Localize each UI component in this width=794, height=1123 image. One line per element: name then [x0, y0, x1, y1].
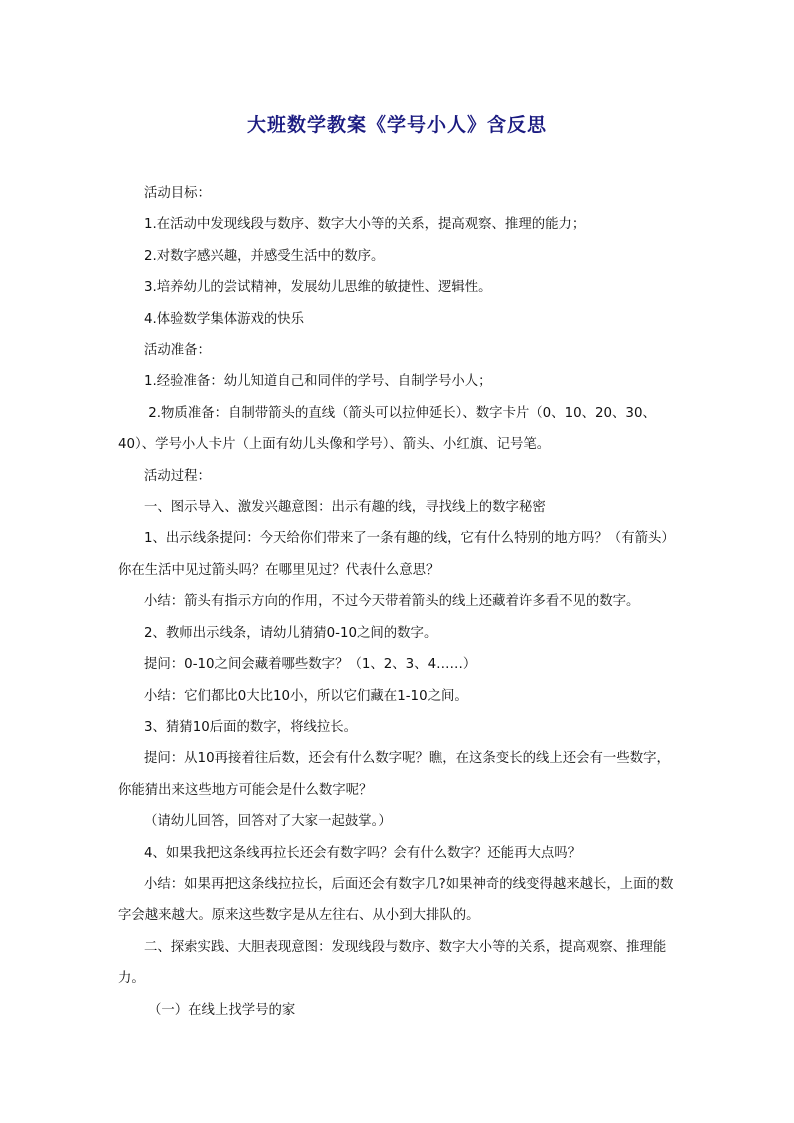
- process-paragraph: 提问：0-10之间会藏着哪些数字？（1、2、3、4……）: [144, 657, 477, 673]
- process-paragraph: 3、猜猜10后面的数字，将线拉长。: [144, 719, 358, 735]
- process-paragraph: 2、教师出示线条，请幼儿猜猜0-10之间的数字。: [144, 625, 438, 641]
- objective-item: 3.培养幼儿的尝试精神，发展幼儿思维的敏捷性、逻辑性。: [144, 280, 492, 296]
- objective-item: 4.体验数学集体游戏的快乐: [144, 311, 305, 327]
- process-step-heading: 一、图示导入、激发兴趣意图：出示有趣的线，寻找线上的数字秘密: [144, 500, 546, 516]
- process-paragraph: （请幼儿回答，回答对了大家一起鼓掌。）: [144, 814, 392, 830]
- process-paragraph: 小结：如果再把这条线拉拉长，后面还会有数字几?如果神奇的线变得越来越长，上面的数字会越来越大。原来这些数字是从左往右、从小到大排队的。: [118, 876, 674, 924]
- section-heading-preparation: 活动准备：: [144, 343, 211, 359]
- section-heading-objectives: 活动目标：: [144, 186, 211, 201]
- process-subheading: （一）在线上找学号的家: [148, 1002, 296, 1018]
- process-paragraph: 4、如果我把这条线再拉长还会有数字吗？会有什么数字？还能再大点吗？: [144, 845, 582, 861]
- process-paragraph: 提问：从10再接着往后数，还会有什么数字呢？瞧，在这条变长的线上还会有一些数字，你能猜出来这些地方可能会是什么数字呢？: [118, 751, 670, 798]
- preparation-item: 1.经验准备：幼儿知道自己和同伴的学号、自制学号小人；: [144, 374, 492, 390]
- objective-item: 1.在活动中发现线段与数序、数字大小等的关系，提高观察、推理的能力；: [144, 217, 586, 233]
- objective-item: 2.对数字感兴趣，并感受生活中的数序。: [144, 248, 385, 264]
- preparation-item: 2.物质准备：自制带箭头的直线（箭头可以拉伸延长）、数字卡片（0、10、20、30、40）、学号小人卡片（上面有幼儿头像和学号）、箭头、小红旗、记号笔。: [118, 405, 656, 453]
- process-step-heading: 二、探索实践、大胆表现意图：发现线段与数序、数字大小等的关系，提高观察、推理能力。: [118, 939, 667, 987]
- document-body: [118, 178, 678, 1026]
- document-title: 大班数学教案《学号小人》含反思: [246, 114, 547, 136]
- section-heading-process: 活动过程：: [144, 468, 211, 484]
- process-paragraph: 小结：箭头有指示方向的作用，不过今天带着箭头的线上还藏着许多看不见的数字。: [144, 594, 640, 610]
- process-paragraph: 小结：它们都比0大比10小，所以它们藏在1-10之间。: [144, 688, 468, 704]
- process-paragraph: 1、出示线条提问：今天给你们带来了一条有趣的线，它有什么特别的地方吗？（有箭头）你在生活中见过箭头吗？在哪里见过？代表什么意思？: [118, 531, 675, 578]
